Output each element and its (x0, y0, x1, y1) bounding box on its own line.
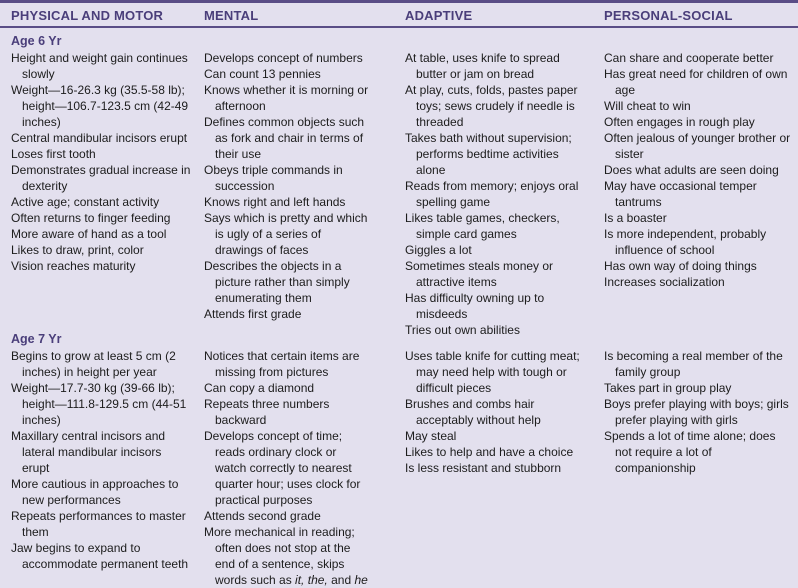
list-item: Vision reaches maturity (11, 259, 136, 273)
list-item: Weight—16-26.3 kg (35.5-58 lb); height—106.7-123.5 cm (42-49 inches) (11, 83, 189, 129)
list-item: Develops concept of time; reads ordinary clock or watch correctly to nearest quarter hour; uses clock for practical purposes (204, 429, 361, 507)
list-item: Has great need for children of own age (604, 67, 788, 97)
age6-physical-list (11, 50, 191, 274)
list-item: At table, uses knife to spread butter or jam on bread (405, 51, 560, 81)
list-item: Develops concept of numbers (204, 51, 363, 65)
list-item: Knows whether it is morning or afternoon (204, 83, 369, 113)
list-item: Describes the objects in a picture rather than simply enumerating them (204, 259, 350, 305)
header-row (0, 3, 798, 26)
list-item: Tries out own abilities (405, 323, 520, 337)
list-item: Does what adults are seen doing (604, 163, 779, 177)
list-item: Repeats three numbers backward (204, 397, 330, 427)
list-item: Can copy a diamond (204, 381, 315, 395)
list-item: Sometimes steals money or attractive items (405, 259, 554, 289)
word-the: the, (307, 573, 328, 587)
list-item: Maxillary central incisors and lateral mandibular incisors erupt (11, 429, 166, 475)
list-item: Obeys triple commands in succession (204, 163, 343, 193)
list-item: Knows right and left hands (204, 195, 346, 209)
list-item: Says which is pretty and which is ugly of a series of drawings of faces (204, 211, 368, 257)
list-item: Loses first tooth (11, 147, 96, 161)
list-item: Jaw begins to expand to accommodate permanent teeth (11, 541, 189, 571)
age6-mental-list (204, 50, 369, 322)
list-item: Likes to draw, print, color (11, 243, 144, 257)
list-item: May steal (405, 429, 457, 443)
list-item: May have occasional temper tantrums (604, 179, 757, 209)
list-item: Likes table games, checkers, simple card games (405, 211, 560, 241)
age7-mental-list (204, 348, 369, 588)
list-item: Demonstrates gradual increase in dexterity (11, 163, 191, 193)
list-item: Often engages in rough play (604, 115, 755, 129)
list-item: Notices that certain items are missing from pictures (204, 349, 360, 379)
list-item: More cautious in approaches to new performances (11, 477, 179, 507)
list-item: Takes part in group play (604, 381, 732, 395)
list-item: Attends second grade (204, 509, 321, 523)
age7-adaptive-list (405, 348, 583, 476)
list-item: Boys prefer playing with boys; girls prefer playing with girls (604, 397, 789, 427)
list-item: Reads from memory; enjoys oral spelling game (405, 179, 579, 209)
word-and: and (331, 573, 352, 587)
list-item (204, 524, 369, 588)
age7-physical-list (11, 348, 191, 572)
list-item: Will cheat to win (604, 99, 691, 113)
list-item: Is less resistant and stubborn (405, 461, 562, 475)
list-item: Is becoming a real member of the family group (604, 349, 783, 379)
age6-social-list (604, 50, 792, 290)
list-item: Has difficulty owning up to misdeeds (405, 291, 545, 321)
header-mental: MENTAL (204, 8, 259, 23)
list-item: Repeats performances to master them (11, 509, 186, 539)
list-item: Active age; constant activity (11, 195, 160, 209)
list-item: Has own way of doing things (604, 259, 757, 273)
list-item: Is more independent, probably influence of school (604, 227, 767, 257)
age7-social-list (604, 348, 792, 476)
list-item: Giggles a lot (405, 243, 472, 257)
header-rule (0, 26, 798, 28)
list-item: Spends a lot of time alone; does not require a lot of companionship (604, 429, 776, 475)
list-item: Often jealous of younger brother or sister (604, 131, 791, 161)
list-item: Height and weight gain continues slowly (11, 51, 188, 81)
item-text: More mechanical in reading; often does not stop at the end of a sentence, skips words such as (204, 525, 355, 587)
list-item: Likes to help and have a choice (405, 445, 574, 459)
list-item: Defines common objects such as fork and chair in terms of their use (204, 115, 365, 161)
header-personal-social: PERSONAL-SOCIAL (604, 8, 733, 23)
header-adaptive: ADAPTIVE (405, 8, 473, 23)
section-title-age-7: Age 7 Yr (11, 332, 62, 346)
list-item: Often returns to finger feeding (11, 211, 171, 225)
list-item: Can share and cooperate better (604, 51, 774, 65)
word-it: it, (295, 573, 305, 587)
list-item: Central mandibular incisors erupt (11, 131, 188, 145)
header-physical-motor: PHYSICAL AND MOTOR (11, 8, 164, 23)
list-item: Uses table knife for cutting meat; may need help with tough or difficult pieces (405, 349, 580, 395)
list-item: Attends first grade (204, 307, 302, 321)
section-title-age-6: Age 6 Yr (11, 34, 62, 48)
list-item: Begins to grow at least 5 cm (2 inches) in height per year (11, 349, 176, 379)
list-item: Takes bath without supervision; performs bedtime activities alone (405, 131, 572, 177)
list-item: At play, cuts, folds, pastes paper toys; sews crudely if needle is threaded (405, 83, 578, 129)
list-item: Increases socialization (604, 275, 725, 289)
word-he: he (354, 573, 368, 587)
list-item: Brushes and combs hair acceptably without help (405, 397, 541, 427)
age6-adaptive-list (405, 50, 583, 338)
list-item: Weight—17.7-30 kg (39-66 lb); height—111.8-129.5 cm (44-51 inches) (11, 381, 187, 427)
list-item: Can count 13 pennies (204, 67, 321, 81)
list-item: Is a boaster (604, 211, 667, 225)
list-item: More aware of hand as a tool (11, 227, 167, 241)
